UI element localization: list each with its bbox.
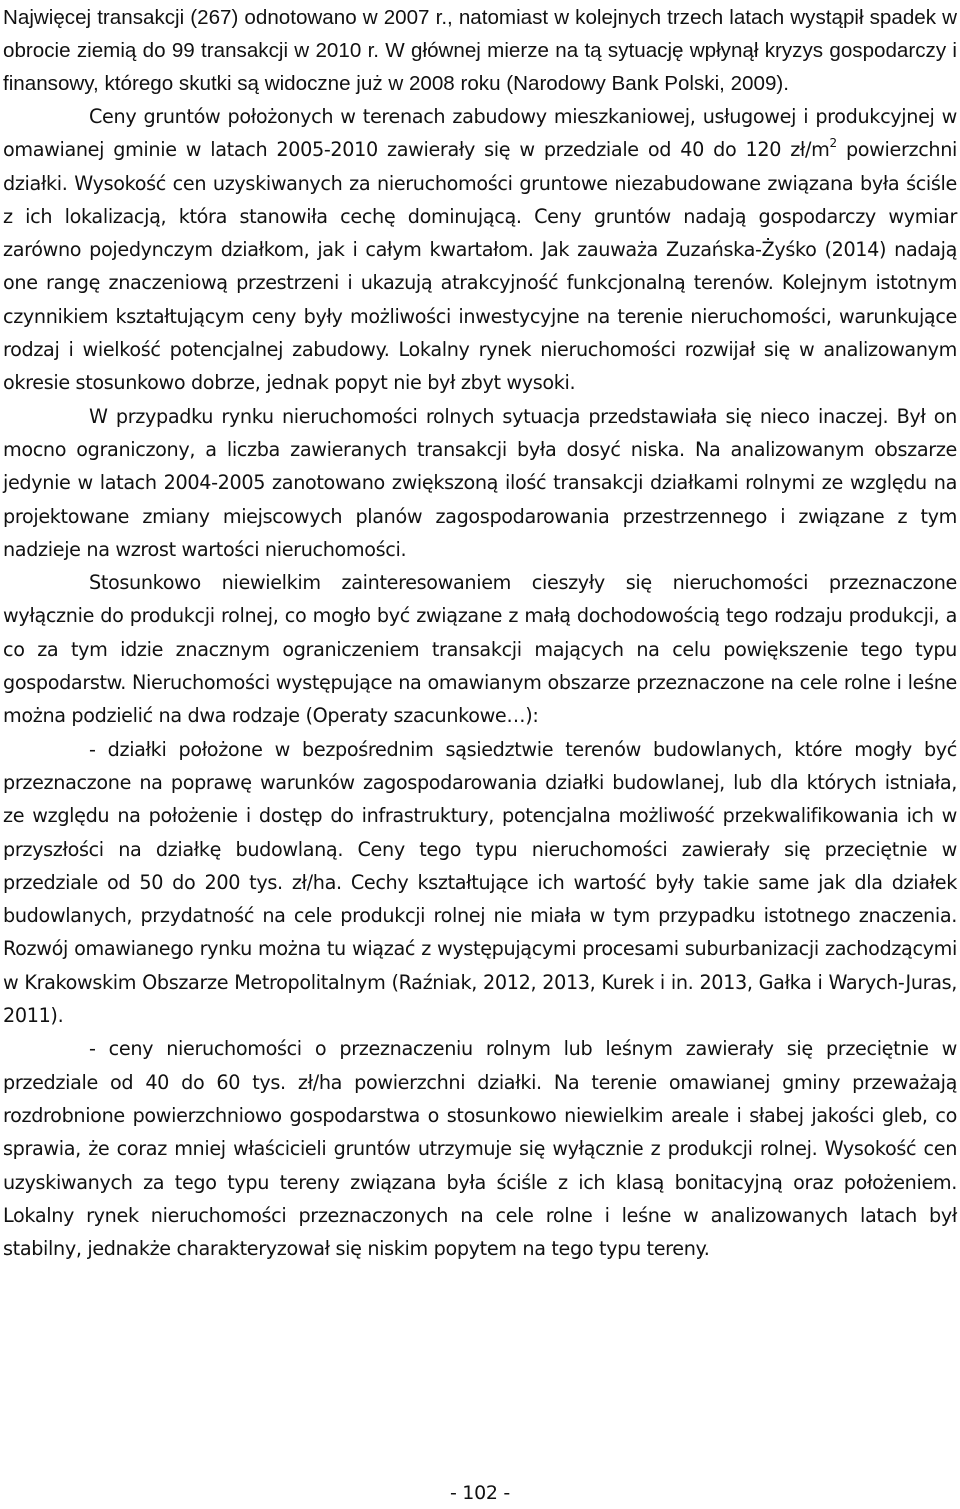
page-number: - 102 - — [450, 1482, 510, 1504]
paragraph-agricultural-interest: Stosunkowo niewielkim zainteresowaniem cieszyły się nieruchomości przeznaczone wyłącznie do produkcji rolnej, co mogło być związane z małą dochodowością tego rodzaju produkcji, a co za tym idzie znacznym ograniczeniem transakcji mających na celu powiększenie tego typu gospodarstw. Nieruchomości występujące na omawianym obszarze przeznaczone na cele rolne i leśne można podzielić na dwa rodzaje (Operaty szacunkowe…): — [3, 571, 957, 728]
paragraph-agricultural-market: W przypadku rynku nieruchomości rolnych sytuacja przedstawiała się nieco inaczej. Był on mocno ograniczony, a liczba zawieranych transakcji była dosyć niska. Na analizowanym obszarze jedynie w latach 2004-2005 zanotowano zwiększoną ilość transakcji działkami rolnymi ze względu na projektowane zmiany miejscowych planów zagospodarowania przestrzennego i związane z tym nadzieje na wzrost wartości nieruchomości. — [3, 404, 957, 561]
paragraph-land-prices — [3, 100, 957, 400]
superscript-square: 2 — [829, 135, 837, 150]
paragraph-transactions-intro: Najwięcej transakcji (267) odnotowano w 2007 r., natomiast w kolejnych trzech latach wystąpił spadek w obrocie ziemią do 99 transakcji w 2010 r. W głównej mierze na tą sytuację wpłynął kryzys gospodarczy i finansowy, którego skutki są widoczne już w 2008 roku (Narodowy Bank Polski, 2009). — [3, 6, 957, 95]
paragraph-land-prices-part2: powierzchni działki. Wysokość cen uzyskiwanych za nieruchomości gruntowe niezabudowane związana była ściśle z ich lokalizacją, która stanowiła cechę dominującą. Ceny gruntów nadają gospodarczy wymiar zarówno pojedynczym działkom, jak i całym kwartałom. Jak zauważa Zuzańska-Żyśko (2014) nadają one rangę znaczeniową przestrzeni i ukazują atrakcyjność funkcjonalną terenów. Kolejnym istotnym czynnikiem kształtującym ceny były możliwości inwestycyjne na terenie nieruchomości, warunkujące rodzaj i wielkość potencjalnej zabudowy. Lokalny rynek nieruchomości rozwijał się w analizowanym okresie stosunkowo dobrze, jednak popyt nie był zbyt wysoki. — [3, 138, 958, 395]
list-item-agricultural-forest-prices: - ceny nieruchomości o przeznaczeniu rolnym lub leśnym zawierały się przeciętnie w przedziale od 40 do 60 tys. zł/ha powierzchni działki. Na terenie omawianej gminy przeważają rozdrobnione powierzchniowo gospodarstwa o stosunkowo niewielkim areale i słabej jakości gleb, co sprawia, że coraz mniej właścicieli gruntów utrzymuje się wyłącznie z produkcji rolnej. Wysokość cen uzyskiwanych za tego typu tereny związana była ściśle z ich klasą bonitacyjną oraz położeniem. Lokalny rynek nieruchomości przeznaczonych na cele rolne i leśne w analizowanych latach był stabilny, jednakże charakteryzował się niskim popytem na tego typu tereny. — [3, 1037, 957, 1261]
list-item-building-adjacent-plots: - działki położone w bezpośrednim sąsiedztwie terenów budowlanych, które mogły być przeznaczone na poprawę warunków zagospodarowania działki budowlanej, lub dla których istniała, ze względu na położenie i dostęp do infrastruktury, potencjalna możliwość przekwalifikowania ich w przyszłości na działkę budowlaną. Ceny tego typu nieruchomości zawierały się przeciętnie w przedziale od 50 do 200 tys. zł/ha. Cechy kształtujące ich wartość były takie same jak dla działek budowlanych, przydatność na cele produkcji rolnej nie miała w tym przypadku istotnego znaczenia. Rozwój omawianego rynku można tu wiązać z występującymi procesami suburbanizacji zachodzącymi w Krakowskim Obszarze Metropolitalnym (Raźniak, 2012, 2013, Kurek i in. 2013, Gałka i Warych-Juras, 2011). — [3, 737, 957, 1028]
paragraph-land-prices-part1: Ceny gruntów położonych w terenach zabudowy mieszkaniowej, usługowej i produkcyjnej w omawianej gminie w latach 2005-2010 zawierały się w przedziale od 40 do 120 zł/m — [3, 105, 957, 162]
